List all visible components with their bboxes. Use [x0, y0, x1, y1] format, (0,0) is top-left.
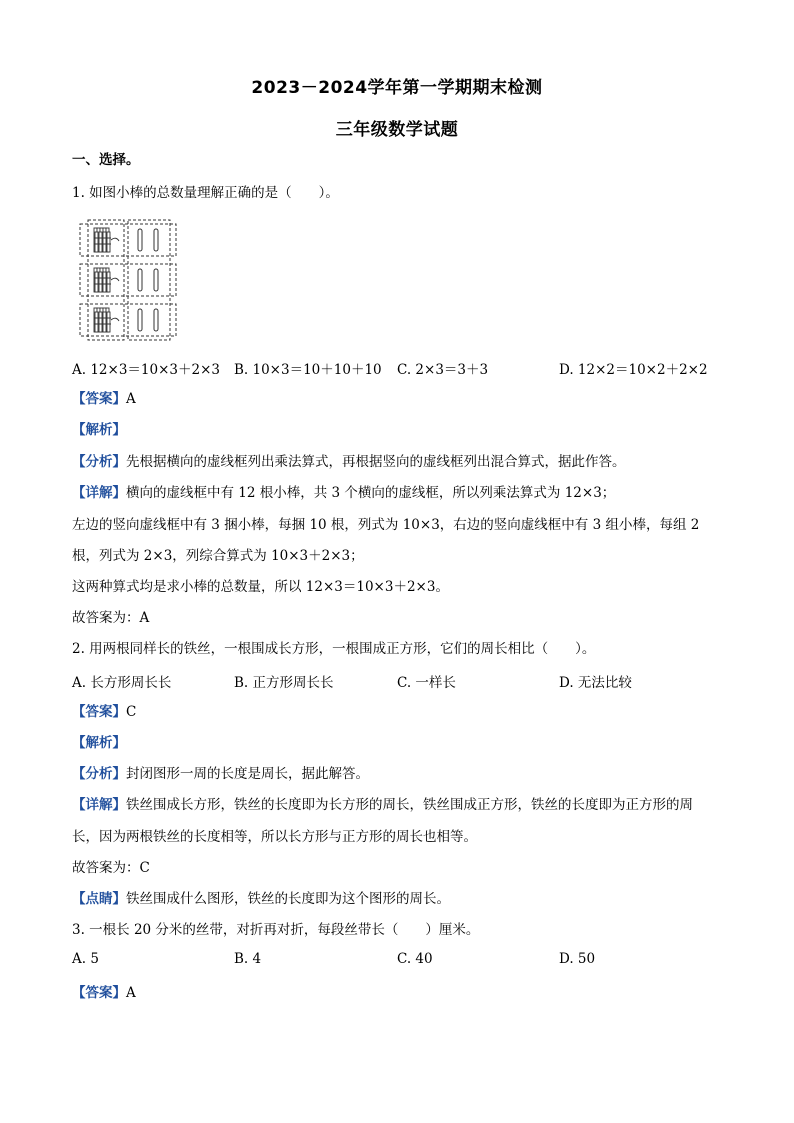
single-sticks-row-3 — [138, 309, 158, 331]
question-1-detail-3: 根，列式为 2×3，列综合算式为 10×3＋2×3； — [72, 548, 364, 564]
fenxi-text: 先根据横向的虚线框列出乘法算式，再根据竖向的虚线框列出混合算式，据此作答。 — [126, 454, 626, 470]
question-2-detail-1 — [72, 795, 722, 815]
answer-value: A — [126, 985, 136, 1001]
question-1-detail-1 — [72, 483, 722, 503]
question-2-option-c: C. 一样长 — [397, 675, 456, 691]
question-2-answer — [72, 702, 722, 722]
xiangjie-tag: 【详解】 — [72, 797, 126, 813]
detail-text: 横向的虚线框中有 12 根小棒，共 3 个横向的虚线框，所以列乘法算式为 12×3； — [126, 485, 616, 501]
answer-value: A — [126, 391, 136, 407]
analysis-tag: 【解析】 — [72, 422, 126, 438]
fenxi-tag: 【分析】 — [72, 766, 126, 782]
question-1-detail-4: 这两种算式均是求小棒的总数量，所以 12×3＝10×3＋2×3。 — [72, 579, 449, 595]
sticks-figure — [78, 218, 178, 342]
question-2-fenxi — [72, 764, 722, 784]
answer-tag: 【答案】 — [72, 985, 126, 1001]
page-title: 2023－2024学年第一学期期末检测 — [251, 78, 543, 98]
question-2-option-d: D. 无法比较 — [559, 675, 632, 691]
stick-bundle-1 — [94, 228, 119, 252]
single-sticks-row-2 — [138, 269, 158, 291]
question-2-stem: 2. 用两根同样长的铁丝，一根围成长方形，一根围成正方形，它们的周长相比（ ）。 — [72, 641, 596, 657]
question-1-detail-2: 左边的竖向虚线框中有 3 捆小棒，每捆 10 根，列式为 10×3，右边的竖向虚线框中有 3 组小棒，每组 2 — [72, 517, 700, 533]
question-1-option-c: C. 2×3＝3＋3 — [397, 362, 489, 378]
answer-tag: 【答案】 — [72, 391, 126, 407]
question-3-stem: 3. 一根长 20 分米的丝带，对折再对折，每段丝带长（ ）厘米。 — [72, 922, 480, 938]
question-3-answer — [72, 983, 722, 1003]
answer-value: C — [126, 704, 137, 720]
section-heading: 一、选择。 — [72, 152, 140, 168]
stick-bundle-2 — [94, 268, 119, 292]
analysis-tag: 【解析】 — [72, 735, 126, 751]
answer-tag: 【答案】 — [72, 704, 126, 720]
question-2-option-b: B. 正方形周长长 — [234, 675, 334, 691]
question-2-conclusion: 故答案为：C — [72, 860, 150, 876]
single-sticks-row-1 — [138, 229, 158, 251]
question-2-dianjing — [72, 889, 722, 909]
question-3-option-c: C. 40 — [397, 951, 433, 967]
question-3-option-d: D. 50 — [559, 951, 596, 967]
question-2-analysis — [72, 733, 722, 753]
question-3-option-b: B. 4 — [234, 951, 262, 967]
stick-bundle-3 — [94, 308, 119, 332]
question-1-option-a: A. 12×3＝10×3＋2×3 — [72, 362, 220, 378]
question-2-detail-2: 长，因为两根铁丝的长度相等，所以长方形与正方形的周长也相等。 — [72, 829, 477, 845]
vertical-frame-right — [128, 220, 170, 340]
question-1-option-d: D. 12×2＝10×2＋2×2 — [559, 362, 708, 378]
question-1-option-b: B. 10×3＝10＋10＋10 — [234, 362, 382, 378]
page-subtitle: 三年级数学试题 — [335, 120, 459, 140]
question-1-fenxi — [72, 452, 722, 472]
dianjing-text: 铁丝围成什么图形，铁丝的长度即为这个图形的周长。 — [126, 891, 450, 907]
xiangjie-tag: 【详解】 — [72, 485, 126, 501]
fenxi-tag: 【分析】 — [72, 454, 126, 470]
question-2-option-a: A. 长方形周长长 — [72, 675, 172, 691]
dianjing-tag: 【点睛】 — [72, 891, 126, 907]
question-1-conclusion: 故答案为：A — [72, 610, 150, 626]
question-1-answer — [72, 389, 722, 409]
question-1-stem: 1. 如图小棒的总数量理解正确的是（ ）。 — [72, 185, 339, 201]
question-3-option-a: A. 5 — [72, 951, 99, 967]
question-1-analysis — [72, 420, 722, 440]
fenxi-text: 封闭图形一周的长度是周长，据此解答。 — [126, 766, 369, 782]
detail-text: 铁丝围成长方形，铁丝的长度即为长方形的周长，铁丝围成正方形，铁丝的长度即为正方形的周 — [126, 797, 693, 813]
